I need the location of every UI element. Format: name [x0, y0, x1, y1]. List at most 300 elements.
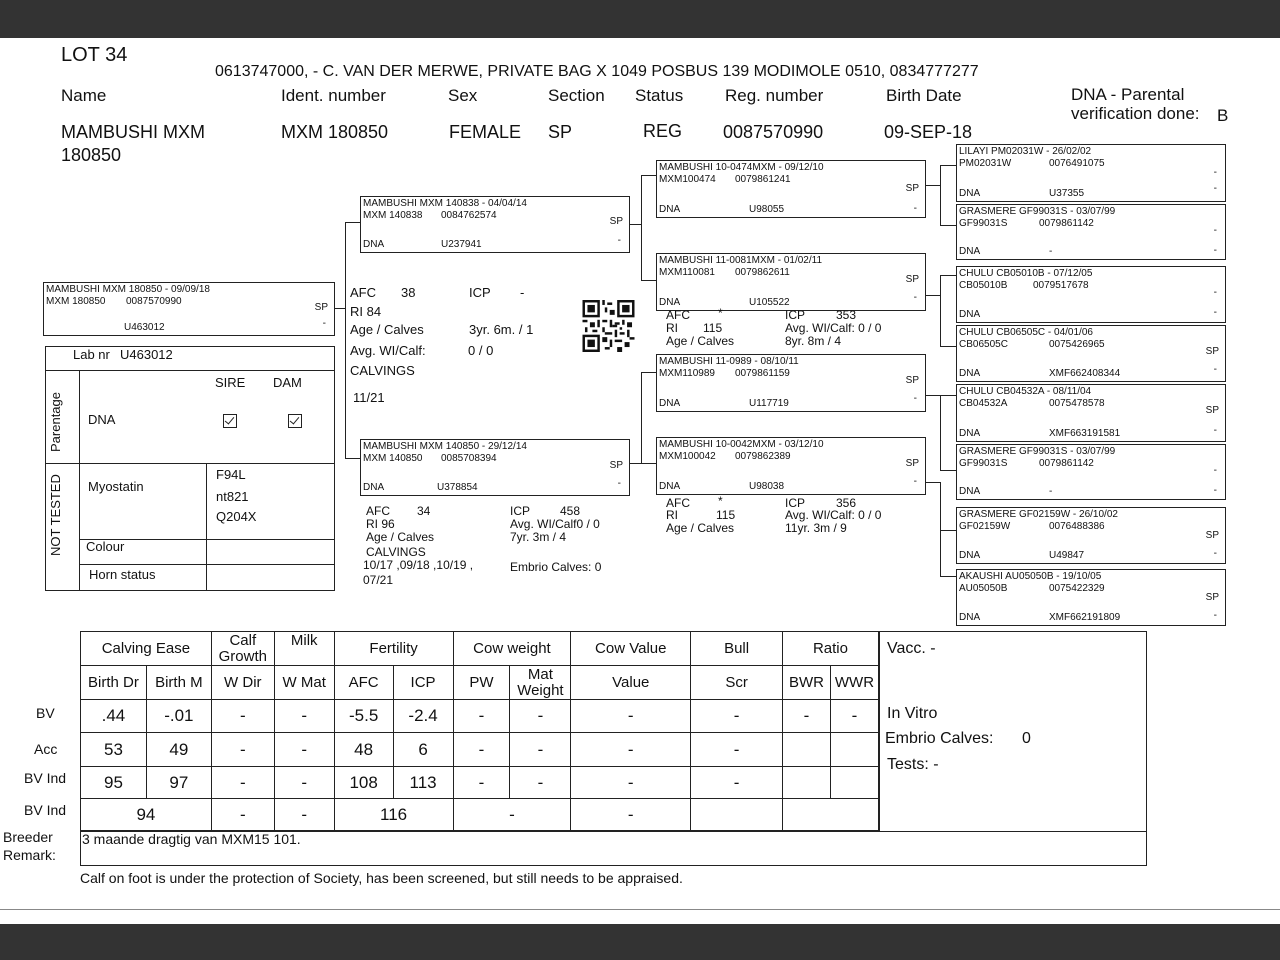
connector: [940, 275, 941, 347]
great-grandparent-box: [956, 569, 1226, 626]
gp-ri-label: RI: [666, 508, 678, 522]
acc-cell: -: [274, 733, 334, 767]
self-title: MAMBUSHI MXM 180850 - 09/09/18: [46, 284, 210, 295]
bv-table: [80, 631, 879, 831]
connector: [940, 482, 941, 576]
connector: [940, 346, 956, 347]
ggp-title: CHULU CB06505C - 04/01/06: [959, 327, 1093, 338]
colour-label: Colour: [86, 539, 125, 554]
connector: [345, 222, 346, 459]
dam-age: 7yr. 3m / 4: [510, 530, 567, 544]
remark-label-2: Remark:: [3, 847, 56, 863]
ggp-sp: SP: [1205, 592, 1219, 603]
col-afc: AFC: [334, 666, 393, 700]
group-ratio: Ratio: [782, 632, 878, 666]
lab-label: Lab nr: [73, 347, 110, 362]
lab-value: U463012: [120, 347, 173, 362]
ggp-reg: 0079861142: [1039, 218, 1094, 229]
gp-dna: DNA: [659, 481, 681, 492]
footer-note: Calf on foot is under the protection of Society, has been screened, but still needs to be appraised.: [80, 870, 683, 886]
ggp-dash: -: [1213, 287, 1217, 298]
ind2-cell: -: [274, 799, 334, 831]
ggp-dash: -: [1213, 610, 1217, 621]
gp-reg: 0079861159: [735, 368, 790, 379]
gp-lab-number: U105522: [749, 297, 790, 308]
ind-cell: 95: [81, 767, 147, 799]
col-birth-dr: Birth Dr: [81, 666, 147, 700]
gp-ri: 115: [703, 321, 723, 335]
bv-cell: -: [211, 700, 274, 733]
connector: [925, 295, 940, 296]
acc-cell: 53: [81, 733, 147, 767]
row-label-acc: Acc: [34, 741, 58, 757]
connector: [641, 280, 656, 281]
ind-cell: 108: [334, 767, 393, 799]
ind-cell: -: [510, 767, 571, 799]
dam-icp: 458: [560, 504, 581, 518]
grandparent-box: [656, 160, 926, 218]
acc-cell: [782, 733, 830, 767]
gp-reg: 0079862611: [735, 267, 790, 278]
gp-ri: 115: [716, 508, 736, 522]
acc-row: [81, 733, 879, 767]
hdr-dna2: verification done:: [1071, 104, 1200, 123]
dam-col-label: DAM: [273, 375, 302, 390]
perf-calvings: 11/21: [353, 390, 385, 405]
dna-value: B: [1217, 106, 1229, 125]
ggp-sp: SP: [1205, 346, 1219, 357]
ggp-lab-number: XMF662408344: [1049, 368, 1121, 379]
ggp-dash: -: [1213, 548, 1217, 559]
ggp-reg: 0079861142: [1039, 458, 1094, 469]
sire-dash: -: [617, 235, 621, 246]
animal-name-1: MAMBUSHI MXM: [61, 122, 205, 142]
myostatin-nt821: nt821: [216, 489, 249, 504]
sire-col-label: SIRE: [215, 375, 246, 390]
connector: [940, 165, 956, 166]
qr-code-icon: [582, 300, 635, 352]
gp-reg: 0079861241: [735, 174, 791, 185]
bv-cell: .44: [81, 700, 147, 733]
connector: [629, 463, 641, 464]
hdr-section: Section: [548, 86, 605, 105]
perf-age: 3yr. 6m. / 1: [469, 322, 534, 337]
dam-title: MAMBUSHI MXM 140850 - 29/12/14: [363, 441, 527, 452]
perf-icp: -: [520, 285, 525, 300]
col-value: Value: [571, 666, 691, 700]
connector: [641, 175, 642, 281]
sire-reg: 0084762574: [441, 210, 497, 221]
ggp-dash: -: [1213, 425, 1217, 436]
gp-dna: DNA: [659, 204, 681, 215]
gp-id: MXM100042: [659, 451, 716, 462]
self-id: MXM 180850: [46, 296, 106, 307]
gp-afc: *: [718, 306, 723, 320]
ggp-dash: -: [1213, 465, 1217, 476]
sire-pedigree-box: [360, 196, 630, 253]
myostatin-f94l: F94L: [216, 467, 246, 482]
self-lab-number: U463012: [124, 322, 165, 333]
gp-dash: -: [913, 203, 917, 214]
connector: [940, 165, 941, 225]
bv-row: [81, 700, 879, 733]
ggp-dna: DNA: [959, 309, 981, 320]
bv-cell: -: [782, 700, 830, 733]
ggp-id: GF02159W: [959, 521, 1011, 532]
dam-reg: 0085708394: [441, 453, 497, 464]
dam-calvings-1: 10/17 ,09/18 ,10/19 ,: [363, 558, 474, 572]
ggp-dna: DNA: [959, 612, 981, 623]
dam-dna: DNA: [363, 482, 385, 493]
connector: [641, 463, 656, 464]
group-calf-growth: Calf Growth: [211, 632, 274, 666]
gp-id: MXM110989: [659, 368, 715, 379]
connector: [940, 395, 956, 396]
acc-cell: -: [571, 733, 691, 767]
self-dash: -: [322, 318, 326, 329]
dam-ri: RI 96: [366, 517, 395, 531]
parentage-label: Parentage: [48, 392, 63, 452]
ggp-title: GRASMERE GF99031S - 03/07/99: [959, 446, 1116, 457]
bv-cell: -: [691, 700, 783, 733]
bv-cell: -: [274, 700, 334, 733]
connector: [940, 470, 956, 471]
bv-index-row: [81, 767, 879, 799]
great-grandparent-box: [956, 444, 1226, 500]
gp-sp: SP: [905, 458, 919, 469]
animal-name-2: 180850: [61, 145, 122, 165]
connector: [345, 458, 360, 459]
connector: [940, 576, 956, 577]
bv-cell: -.01: [146, 700, 211, 733]
self-pedigree-box: [43, 282, 335, 336]
owner-line: 0613747000, - C. VAN DER MERWE, PRIVATE BAG X 1049 POSBUS 139 MODIMOLE 0510, 0834777277: [215, 63, 979, 80]
dam-id: MXM 140850: [363, 453, 423, 464]
group-cow-value: Cow Value: [571, 632, 691, 666]
animal-birth: 09-SEP-18: [884, 122, 973, 142]
dam-dash: -: [617, 478, 621, 489]
lab-rule: [45, 370, 335, 371]
ggp-dna: DNA: [959, 246, 981, 257]
col-icp: ICP: [393, 666, 453, 700]
lab-rule-5: [79, 564, 335, 565]
gp-icp: 353: [836, 308, 857, 322]
ind2-cell: 116: [334, 799, 453, 831]
gp-title: MAMBUSHI 11-0081MXM - 01/02/11: [659, 255, 823, 266]
gp-title: MAMBUSHI 10-0474MXM - 09/12/10: [659, 162, 824, 173]
ggp-id: GF99031S: [959, 218, 1008, 229]
gp-afc: *: [718, 494, 723, 508]
ggp-dash: -: [1213, 183, 1217, 194]
connector: [641, 372, 642, 464]
row-label-bv-ind: BV Ind: [24, 770, 67, 786]
ind2-cell: 94: [81, 799, 212, 831]
sire-lab-number: U237941: [441, 239, 482, 250]
gp-icp: 356: [836, 496, 857, 510]
perf-afc-label: AFC: [350, 285, 376, 300]
acc-cell: [830, 733, 878, 767]
bv-cell: -5.5: [334, 700, 393, 733]
gp-afc-label: AFC: [666, 308, 690, 322]
acc-cell: 49: [146, 733, 211, 767]
perf-age-label: Age / Calves: [350, 322, 424, 337]
gp-title: MAMBUSHI 11-0989 - 08/10/11: [659, 356, 799, 367]
bv-cell: -: [510, 700, 571, 733]
ggp-dna: DNA: [959, 550, 981, 561]
ggp-dash: -: [1213, 307, 1217, 318]
ggp-lab-number: -: [1049, 246, 1053, 257]
ggp-reg: 0076491075: [1049, 158, 1105, 169]
ggp-sp: SP: [1205, 405, 1219, 416]
connector: [335, 308, 345, 309]
group-calving-ease: Calving Ease: [81, 632, 212, 666]
ggp-lab-number: U37355: [1049, 188, 1085, 199]
not-tested-label: NOT TESTED: [48, 474, 63, 556]
lab-rule-3: [45, 463, 79, 464]
ind2-cell: -: [453, 799, 571, 831]
dam-afc: 34: [417, 504, 431, 518]
connector: [925, 185, 940, 186]
acc-cell: 48: [334, 733, 393, 767]
gp-lab-number: U98055: [749, 204, 785, 215]
in-vitro: In Vitro: [887, 705, 938, 722]
horn-label: Horn status: [89, 567, 156, 582]
connector: [940, 275, 956, 276]
gp-dash: -: [913, 476, 917, 487]
bv-cell: -: [830, 700, 878, 733]
hdr-dna1: DNA - Parental: [1071, 85, 1185, 104]
perf-icp-label: ICP: [469, 285, 491, 300]
connector: [641, 372, 656, 373]
remark-label-1: Breeder: [3, 829, 53, 845]
ggp-dna: DNA: [959, 368, 981, 379]
connector: [345, 222, 360, 223]
col-w-dir: W Dir: [211, 666, 274, 700]
gp-dna: DNA: [659, 297, 681, 308]
ggp-id: CB05010B: [959, 280, 1008, 291]
gp-lab-number: U98038: [749, 481, 785, 492]
ggp-id: CB04532A: [959, 398, 1008, 409]
animal-ident: MXM 180850: [281, 122, 389, 142]
ind-cell: -: [453, 767, 510, 799]
hdr-ident: Ident. number: [281, 86, 386, 105]
great-grandparent-box: [956, 144, 1226, 202]
col-bwr: BWR: [782, 666, 830, 700]
hdr-reg: Reg. number: [725, 86, 824, 105]
ggp-sp: SP: [1205, 530, 1219, 541]
myostatin-label: Myostatin: [88, 479, 144, 494]
sire-dna: DNA: [363, 239, 385, 250]
embrio-label: Embrio Calves:: [885, 730, 994, 747]
ggp-lab-number: XMF662191809: [1049, 612, 1121, 623]
col-birth-m: Birth M: [146, 666, 211, 700]
gp-age: 8yr. 8m / 4: [785, 334, 842, 348]
bv-cell: -2.4: [393, 700, 453, 733]
dam-age-label: Age / Calves: [366, 530, 435, 544]
ggp-reg: 0075478578: [1049, 398, 1105, 409]
bv-column-header-row: [81, 666, 879, 700]
sire-dna-checkbox: [223, 414, 237, 433]
ggp-title: LILAYI PM02031W - 26/02/02: [959, 146, 1092, 157]
ggp-lab-number: -: [1049, 486, 1053, 497]
gp-dash: -: [913, 393, 917, 404]
embrio-value: 0: [1022, 730, 1031, 747]
connector: [940, 395, 941, 470]
remark-text: 3 maande dragtig van MXM15 101.: [82, 831, 301, 847]
acc-cell: -: [453, 733, 510, 767]
ind-cell: 113: [393, 767, 453, 799]
ind-cell: -: [274, 767, 334, 799]
gp-sp: SP: [905, 375, 919, 386]
lab-side-rule: [79, 370, 80, 591]
animal-section: SP: [548, 122, 573, 142]
ggp-id: CB06505C: [959, 339, 1008, 350]
animal-sex: FEMALE: [449, 122, 522, 142]
great-grandparent-box: [956, 325, 1226, 382]
gp-dash: -: [913, 292, 917, 303]
sire-sp: SP: [609, 216, 623, 227]
ind-cell: [782, 767, 830, 799]
ind2-cell: -: [211, 799, 274, 831]
animal-reg: 0087570990: [723, 122, 824, 142]
ind-cell: 97: [146, 767, 211, 799]
ggp-title: CHULU CB05010B - 07/12/05: [959, 268, 1093, 279]
row-label-bv: BV: [36, 705, 55, 721]
connector: [641, 175, 656, 176]
vaccination: Vacc. -: [887, 640, 936, 657]
perf-calvings-label: CALVINGS: [350, 363, 415, 378]
col-scr: Scr: [691, 666, 783, 700]
bv-cell: -: [453, 700, 510, 733]
ggp-dash: -: [1213, 485, 1217, 496]
dam-calvings-label: CALVINGS: [366, 545, 426, 559]
great-grandparent-box: [956, 204, 1226, 260]
group-cow-weight: Cow weight: [453, 632, 571, 666]
col-pw: PW: [453, 666, 510, 700]
ggp-title: GRASMERE GF02159W - 26/10/02: [959, 509, 1118, 520]
ind-cell: -: [691, 767, 783, 799]
hdr-status: Status: [635, 86, 684, 105]
gp-age-label: Age / Calves: [666, 334, 735, 348]
col-w-mat: W Mat: [274, 666, 334, 700]
ggp-id: GF99031S: [959, 458, 1008, 469]
gp-icp-label: ICP: [785, 308, 806, 322]
dam-icp-label: ICP: [510, 504, 531, 518]
ggp-title: AKAUSHI AU05050B - 19/10/05: [959, 571, 1102, 582]
bottom-bar: [0, 924, 1280, 960]
ind-cell: -: [211, 767, 274, 799]
ind2-cell: [782, 799, 878, 831]
gp-wi: Avg. WI/Calf: 0 / 0: [785, 508, 882, 522]
ggp-title: CHULU CB04532A - 08/11/04: [959, 386, 1092, 397]
ggp-title: GRASMERE GF99031S - 03/07/99: [959, 206, 1116, 217]
connector: [925, 482, 940, 483]
dam-embrio: Embrio Calves: 0: [510, 560, 602, 574]
acc-cell: 6: [393, 733, 453, 767]
grandparent-box: [656, 437, 926, 495]
acc-cell: -: [510, 733, 571, 767]
connector: [629, 224, 641, 225]
col-wwr: WWR: [830, 666, 878, 700]
perf-ri: RI 84: [350, 304, 382, 319]
gp-age-label: Age / Calves: [666, 521, 735, 535]
ind-cell: -: [571, 767, 691, 799]
dam-lab-number: U378854: [437, 482, 478, 493]
great-grandparent-box: [956, 384, 1226, 442]
row-label-bv-ind-2: BV Ind: [24, 802, 67, 818]
ggp-dna: DNA: [959, 428, 981, 439]
lab-col-rule: [206, 463, 207, 591]
group-milk: Milk: [274, 632, 334, 666]
ind2-cell: -: [571, 799, 691, 831]
gp-ri-label: RI: [666, 321, 678, 335]
ind2-cell: [691, 799, 783, 831]
ggp-reg: 0075422329: [1049, 583, 1105, 594]
footer-rule: [0, 909, 1280, 910]
gp-age: 11yr. 3m / 9: [785, 521, 847, 535]
gp-icp-label: ICP: [785, 496, 806, 510]
tests: Tests: -: [887, 756, 939, 773]
dam-afc-label: AFC: [366, 504, 390, 518]
group-fertility: Fertility: [334, 632, 453, 666]
gp-afc-label: AFC: [666, 496, 690, 510]
perf-wi-label: Avg. WI/Calf:: [350, 343, 426, 358]
connector: [940, 530, 956, 531]
grandparent-box: [656, 253, 926, 311]
gp-reg: 0079862389: [735, 451, 791, 462]
self-sp: SP: [314, 302, 328, 313]
lab-rule-2: [79, 463, 335, 464]
gp-sp: SP: [905, 274, 919, 285]
dam-dna-checkbox: [288, 414, 302, 433]
ggp-dash: -: [1213, 225, 1217, 236]
ggp-dna: DNA: [959, 188, 981, 199]
dam-wi: Avg. WI/Calf0 / 0: [510, 517, 600, 531]
ggp-reg: 0079517678: [1033, 280, 1089, 291]
dam-calvings-2: 07/21: [363, 573, 394, 587]
ggp-dash: -: [1213, 364, 1217, 375]
gp-lab-number: U117719: [749, 398, 789, 409]
hdr-birth: Birth Date: [886, 86, 962, 105]
ggp-reg: 0076488386: [1049, 521, 1105, 532]
gp-id: MXM110081: [659, 267, 715, 278]
gp-id: MXM100474: [659, 174, 716, 185]
myostatin-q204x: Q204X: [216, 509, 257, 524]
bv-index-group-row: [81, 799, 879, 831]
acc-cell: -: [691, 733, 783, 767]
col-mat-weight: Mat Weight: [510, 666, 571, 700]
connector: [940, 225, 956, 226]
dam-sp: SP: [609, 460, 623, 471]
perf-wi: 0 / 0: [468, 343, 494, 358]
sire-title: MAMBUSHI MXM 140838 - 04/04/14: [363, 198, 527, 209]
perf-afc: 38: [401, 285, 416, 300]
ggp-id: PM02031W: [959, 158, 1012, 169]
acc-cell: -: [211, 733, 274, 767]
dam-pedigree-box: [360, 439, 630, 496]
animal-status: REG: [643, 121, 683, 141]
grandparent-box: [656, 354, 926, 412]
ggp-reg: 0075426965: [1049, 339, 1105, 350]
ggp-lab-number: XMF663191581: [1049, 428, 1121, 439]
connector: [925, 395, 940, 396]
lot-number: LOT 34: [61, 44, 128, 66]
gp-wi: Avg. WI/Calf: 0 / 0: [785, 321, 882, 335]
ggp-dna: DNA: [959, 486, 981, 497]
gp-title: MAMBUSHI 10-0042MXM - 03/12/10: [659, 439, 824, 450]
great-grandparent-box: [956, 266, 1226, 323]
bv-group-header-row: [81, 632, 879, 666]
